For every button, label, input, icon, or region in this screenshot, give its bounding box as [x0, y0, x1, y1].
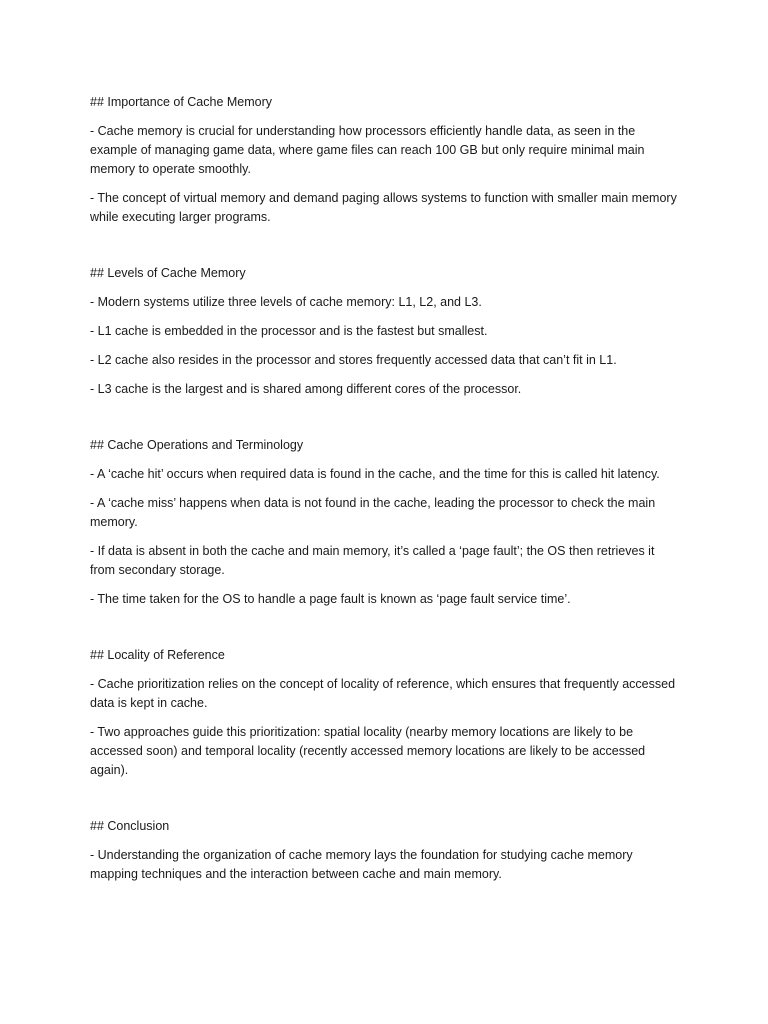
- document-page: [90, 93, 680, 884]
- section-heading: ## Locality of Reference: [90, 648, 225, 662]
- paragraph: - A ‘cache miss’ happens when data is not found in the cache, leading the processor to check the main memory.: [90, 496, 656, 529]
- section-heading: ## Levels of Cache Memory: [90, 266, 246, 280]
- paragraph: - The time taken for the OS to handle a page fault is known as ‘page fault service time’.: [90, 592, 571, 606]
- paragraph: - L3 cache is the largest and is shared among different cores of the processor.: [90, 382, 522, 396]
- section-locality-of-reference: [90, 646, 680, 780]
- paragraph: - L1 cache is embedded in the processor and is the fastest but smallest.: [90, 324, 488, 338]
- section-importance-of-cache-memory: [90, 93, 680, 227]
- paragraph: - The concept of virtual memory and demand paging allows systems to function with smaller main memory while executing larger programs.: [90, 191, 677, 224]
- section-heading: ## Importance of Cache Memory: [90, 95, 273, 109]
- section-levels-of-cache-memory: [90, 264, 680, 399]
- section-conclusion: [90, 817, 680, 884]
- paragraph: - Two approaches guide this prioritization: spatial locality (nearby memory locations are likely to be accessed soon) and temporal locality (recently accessed memory locations are likely to be accessed again).: [90, 725, 646, 777]
- paragraph: - A ‘cache hit’ occurs when required data is found in the cache, and the time for this is called hit latency.: [90, 467, 660, 481]
- paragraph: - Modern systems utilize three levels of cache memory: L1, L2, and L3.: [90, 295, 482, 309]
- section-heading: ## Conclusion: [90, 819, 170, 833]
- paragraph: - Cache memory is crucial for understanding how processors efficiently handle data, as seen in the example of managing game data, where game files can reach 100 GB but only require minimal main memory to operate smoothly.: [90, 124, 645, 176]
- section-cache-operations-and-terminology: [90, 436, 680, 609]
- paragraph: - L2 cache also resides in the processor and stores frequently accessed data that can’t fit in L1.: [90, 353, 617, 367]
- paragraph: - Understanding the organization of cache memory lays the foundation for studying cache memory mapping techniques and the interaction between cache and main memory.: [90, 848, 633, 881]
- paragraph: - Cache prioritization relies on the concept of locality of reference, which ensures that frequently accessed data is kept in cache.: [90, 677, 676, 710]
- section-heading: ## Cache Operations and Terminology: [90, 438, 304, 452]
- paragraph: - If data is absent in both the cache and main memory, it’s called a ‘page fault’; the OS then retrieves it from secondary storage.: [90, 544, 655, 577]
